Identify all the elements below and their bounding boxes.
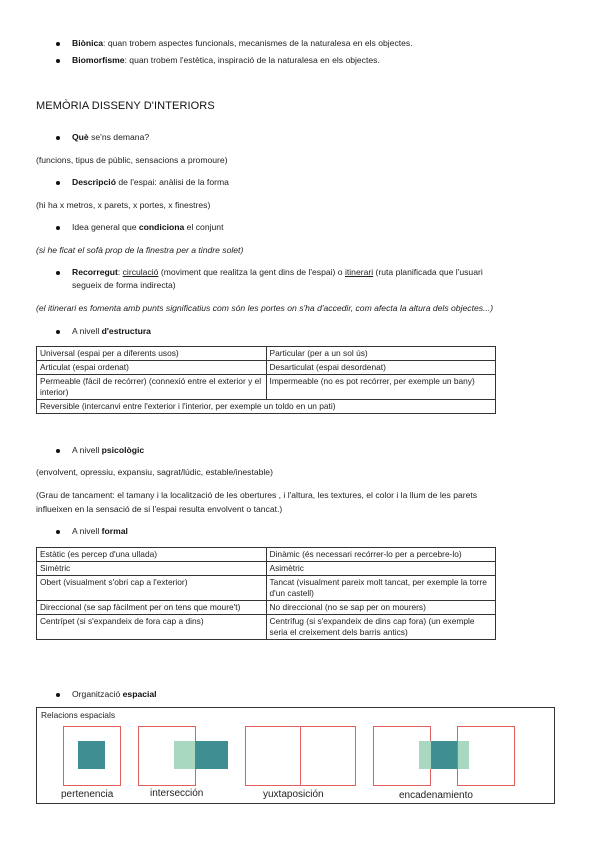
table-row [37,375,496,400]
idea-note: (si he ficat el sofà prop de la finestra per a tindre solet) [36,245,244,255]
estructura-pre: A nivell [72,326,102,336]
bionica-line [72,38,413,48]
biomorfisme-term: Biomorfisme [72,55,125,65]
tancament-note-2: influeixen en la sensació de si l'espai resulta envolvent o tancat.) [36,504,283,514]
table-row [37,562,496,576]
interseccion-overlap [174,741,195,769]
yuxtaposicion-square-b [300,726,356,786]
psicologic-note: (envolvent, opressiu, expansiu, sagrat/lúdic, estable/inestable) [36,467,273,477]
descripcio-text: de l'espai: anàlisi de la forma [115,177,229,187]
caption-interseccion: intersección [150,788,204,799]
encadenamiento-link [431,741,457,769]
idea-line [72,222,223,232]
bullet-dot [56,693,60,697]
table-cell: Dinàmic (és necessari recórrer-lo per a percebre-lo) [266,548,496,562]
descripcio-note: (hi ha x metros, x parets, x portes, x finestres) [36,200,211,210]
encadenamiento-link-left [419,741,431,769]
recorregut-post: (ruta planificada que l'usuari [373,267,483,277]
table-row [37,361,496,375]
formal-table [36,547,496,640]
bullet-dot [56,59,60,63]
formal-label [72,526,128,536]
estructura-label [72,326,151,336]
table-cell: Simètric [37,562,267,576]
bullet-dot [56,226,60,230]
organitzacio-label [72,689,157,699]
caption-yuxtaposicion: yuxtaposición [263,789,324,800]
table-cell: Articulat (espai ordenat) [37,361,267,375]
table-cell: Asimètric [266,562,496,576]
caption-pertenencia: pertenencia [61,789,114,800]
bullet-dot [56,449,60,453]
bionica-term: Biònica [72,38,104,48]
tancament-note-1: (Grau de tancament: el tamany i la localització de les obertures , i l'altura, les textures, el color i la llum de les parets [36,490,478,500]
biomorfisme-text: : quan trobem l'estètica, inspiració de la naturalesa en els objectes. [124,55,380,65]
table-cell: Reversible (intercanvi entre l'exterior i l'interior, per exemple un toldo en un pati) [37,400,496,414]
recorregut-sep: : [117,267,123,277]
spatial-relations-figure [36,707,555,804]
table-row [37,615,496,640]
bullet-dot [56,271,60,275]
table-cell: Centrípet (si s'expandeix de fora cap a dins) [37,615,267,640]
recorregut-term: Recorregut [72,267,118,277]
table-cell: Universal (espai per a diferents usos) [37,347,267,361]
recorregut-note: (el itinerari es fomenta amb punts significatius com són les portes on s'ha d'accedir, com afecta la altura dels objectes...) [36,303,494,313]
bullet-dot [56,530,60,534]
table-row [37,347,496,361]
que-note: (funcions, tipus de públic, sensacions a promoure) [36,155,228,165]
interseccion-square-b [195,741,228,769]
organitzacio-pre: Organització [72,689,123,699]
descripcio-term: Descripció [72,177,116,187]
table-row [37,548,496,562]
formal-term: formal [101,526,128,536]
circulacio-term: circulació [122,267,159,277]
estructura-term: d'estructura [101,326,151,336]
idea-pre: Idea general que [72,222,139,232]
table-cell: Desarticulat (espai desordenat) [266,361,496,375]
que-term: Què [72,132,89,142]
recorregut-line [72,267,483,277]
caption-encadenamiento: encadenamiento [399,790,473,801]
bullet-dot [56,42,60,46]
section-title: MEMÒRIA DISSENY D'INTERIORS [36,100,215,112]
relations-title: Relacions espacials [41,710,116,720]
table-cell: Direccional (se sap fàcilment per on tens que moure't) [37,601,267,615]
formal-pre: A nivell [72,526,102,536]
que-line [72,132,149,142]
bullet-dot [56,181,60,185]
table-cell: Centrífug (si s'expandeix de dins cap fora) (un exemple seria el creixement dels barris antics) [266,615,496,640]
table-row [37,576,496,601]
table-cell: Particular (per a un sol ús) [266,347,496,361]
table-row [37,601,496,615]
table-cell: Impermeable (no es pot recórrer, per exemple un bany) [266,375,496,400]
bionica-text: : quan trobem aspectes funcionals, mecanismes de la naturalesa en els objectes. [103,38,413,48]
table-cell: Permeable (fàcil de recórrer) (connexió entre el exterior y el interior) [37,375,267,400]
organitzacio-term: espacial [122,689,157,699]
idea-post: el conjunt [184,222,224,232]
table-cell: Obert (visualment s'obri cap a l'exterior) [37,576,267,601]
bullet-dot [56,136,60,140]
yuxtaposicion-square-a [245,726,301,786]
pertenencia-inner-square [78,741,105,769]
biomorfisme-line [72,55,380,65]
table-cell: Tancat (visualment pareix molt tancat, per exemple la torre d'un castell) [266,576,496,601]
descripcio-line [72,177,229,187]
table-row [37,400,496,414]
encadenamiento-square-b [457,726,515,786]
bullet-dot [56,330,60,334]
idea-term: condiciona [138,222,185,232]
psicologic-label [72,445,144,455]
table-cell: No direccional (no se sap per on mourers) [266,601,496,615]
estructura-table [36,346,496,414]
psicologic-pre: A nivell [72,445,102,455]
psicologic-term: psicològic [101,445,145,455]
itinerari-term: itinerari [344,267,374,277]
recorregut-line-2: segueix de forma indirecta) [72,280,176,290]
que-text: se'ns demana? [88,132,150,142]
recorregut-mid: (moviment que realitza la gent dins de l'espai) o [158,267,345,277]
table-cell: Estàtic (es percep d'una ullada) [37,548,267,562]
